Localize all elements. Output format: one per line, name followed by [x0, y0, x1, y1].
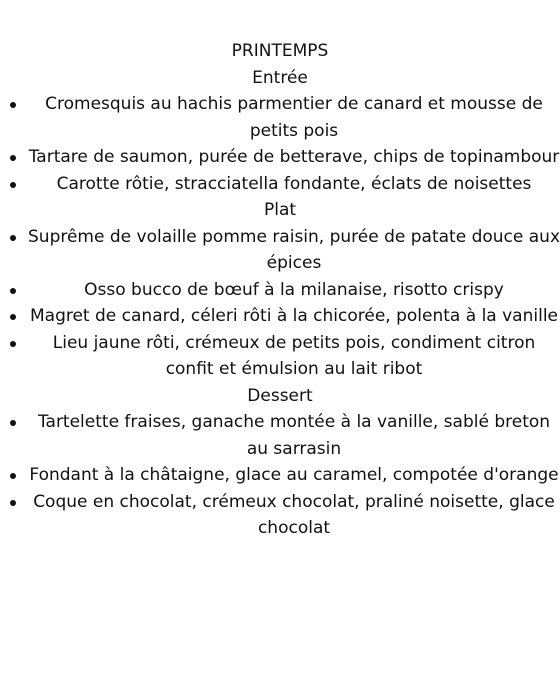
bullet-icon — [10, 102, 16, 108]
bullet-icon — [10, 314, 16, 320]
section-heading-plat: Plat — [263, 200, 297, 220]
dish-label: Cromesquis au hachis parmentier de canard et mousse de petits pois — [45, 94, 543, 141]
dish-list-entree — [0, 91, 560, 197]
bullet-icon — [10, 182, 16, 188]
dish-item — [0, 224, 560, 277]
dish-item — [0, 91, 560, 144]
dish-label: Tartare de saumon, purée de betterave, chips de topinambour — [28, 147, 560, 167]
dish-item — [0, 489, 560, 542]
dish-item — [0, 171, 560, 198]
dish-label: Fondant à la châtaigne, glace au caramel, compotée d'orange — [29, 465, 559, 485]
bullet-icon — [10, 420, 16, 426]
section-entree — [0, 65, 560, 198]
dish-item — [0, 462, 560, 489]
section-heading-dessert: Dessert — [247, 385, 313, 406]
bullet-icon — [10, 235, 16, 241]
dish-label: Magret de canard, céleri rôti à la chicorée, polenta à la vanille — [29, 306, 558, 326]
bullet-icon — [10, 288, 16, 294]
section-heading-entree: Entrée — [252, 67, 308, 88]
bullet-icon — [10, 341, 16, 347]
dish-label: Carotte rôtie, stracciatella fondante, éclats de noisettes — [56, 173, 532, 194]
section-plat — [0, 197, 560, 383]
dish-label: Lieu jaune rôti, crémeux de petits pois, condiment citron confit et émulsion au lait ribot — [52, 332, 536, 379]
dish-list-plat — [0, 224, 560, 383]
dish-item — [0, 330, 560, 383]
dish-item — [0, 303, 560, 330]
dish-item — [0, 409, 560, 462]
bullet-icon — [10, 473, 16, 479]
dish-label: Tartelette fraises, ganache montée à la vanille, sablé breton au sarrasin — [37, 412, 551, 459]
dish-item — [0, 277, 560, 304]
dish-label: Suprême de volaille pomme raisin, purée de patate douce aux épices — [28, 226, 560, 273]
section-dessert — [0, 383, 560, 542]
dish-list-dessert — [0, 409, 560, 542]
dish-label: Coque en chocolat, crémeux chocolat, praliné noisette, glace chocolat — [33, 491, 555, 538]
bullet-icon — [10, 500, 16, 506]
dish-label: Osso bucco de bœuf à la milanaise, risotto crispy — [84, 279, 504, 300]
dish-item — [0, 144, 560, 171]
menu-title: PRINTEMPS — [231, 41, 329, 61]
bullet-icon — [10, 155, 16, 161]
